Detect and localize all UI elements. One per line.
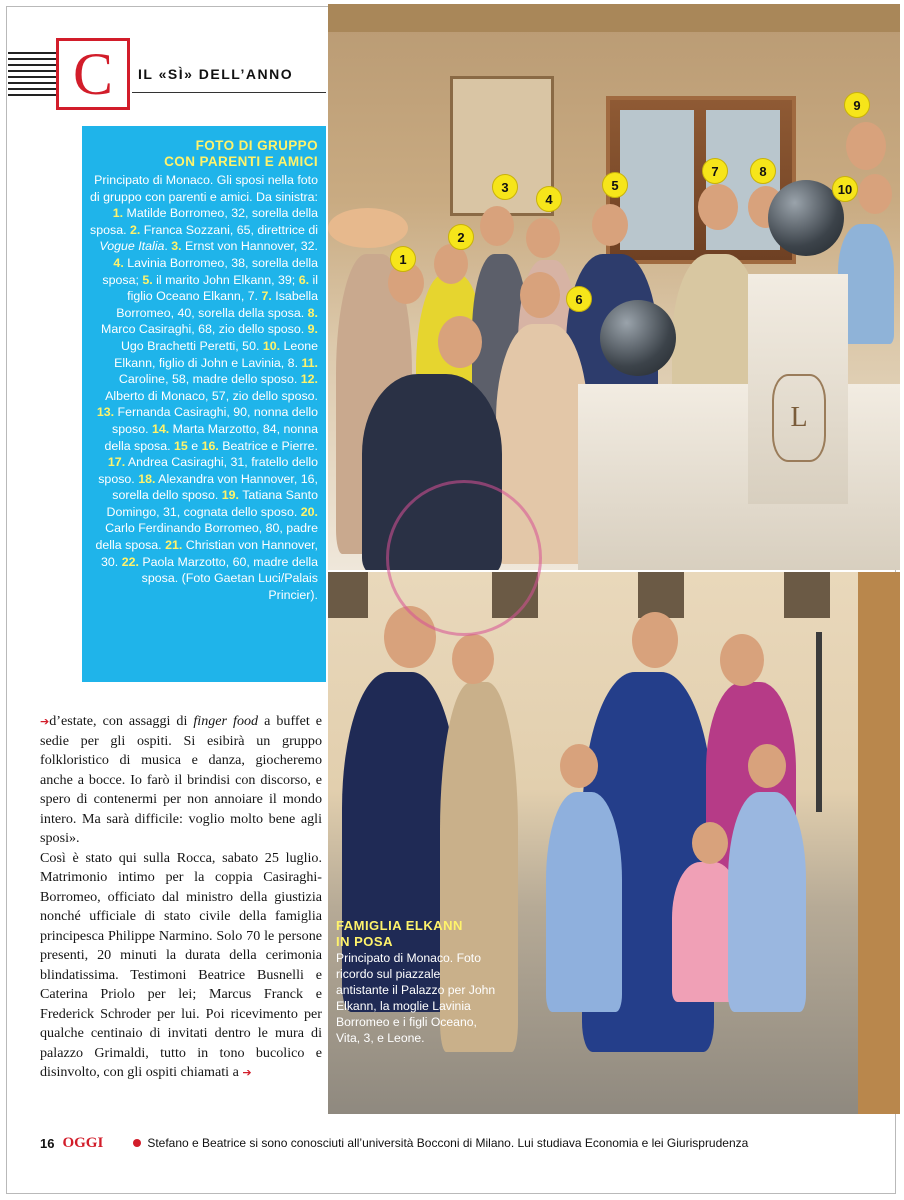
guest-head bbox=[520, 272, 560, 318]
caption-title-line1: FOTO DI GRUPPO bbox=[195, 138, 318, 153]
caption-entry-number: 3. bbox=[171, 239, 182, 254]
caption-entry-number: 15 bbox=[174, 438, 188, 453]
article-text: Così è stato qui sulla Rocca, sabato 25 luglio. Matrimonio intimo per la coppia Casiraghi-Borromeo, officiato dal ministro della giustizia nonché ufficiale di stato civile della famiglia principesca Philippe Narmino. Solo 70 le persone presenti, 20 minuti la durata della cerimonia blindatissima. Testimoni Beatrice Busnelli e Caterina Priolo per lei; Marcus Franck e Frederick Schroder per lui. Poi ricevimento per qualche centinaio di invitati dentro le mura di palazzo Grimaldi, tutto in tono bucolico e disinvolto, con gli ospiti chiamati a bbox=[40, 849, 322, 1080]
window bbox=[638, 572, 684, 618]
family-caption-text: Principato di Monaco. Foto ricordo sul piazzale antistante il Palazzo per John Elkann, la moglie Lavinia Borromeo e i figli Oceano, Vita, 3, e Leone. bbox=[336, 951, 496, 1045]
watermark-seal bbox=[386, 480, 542, 636]
continue-arrow-icon: ➔ bbox=[242, 1066, 252, 1079]
caption-entry-text: Lavinia Borromeo, 38, sorella della sposa; bbox=[102, 255, 318, 287]
guest-head bbox=[480, 206, 514, 246]
person-head bbox=[720, 634, 764, 686]
caption-entry-text: Tatiana Santo Domingo, 31, cognata dello sposo. bbox=[106, 488, 318, 519]
caption-entry-number: 16. bbox=[201, 438, 219, 453]
caption-entry-number: 20. bbox=[300, 504, 318, 519]
group-photo-caption-box bbox=[82, 126, 326, 682]
caption-entry-text: . bbox=[164, 239, 172, 254]
group-photo bbox=[328, 4, 900, 570]
header-stripes bbox=[8, 52, 56, 100]
caption-entry-text: e bbox=[187, 438, 202, 453]
caption-entry-number: 5. bbox=[142, 272, 153, 287]
person-head bbox=[632, 612, 678, 668]
caption-entry-number: 22. bbox=[121, 554, 139, 569]
article-paragraph-1 bbox=[40, 712, 322, 849]
person-label: 1 bbox=[390, 246, 416, 272]
caption-entry-number: 4. bbox=[113, 255, 124, 270]
person-label: 3 bbox=[492, 174, 518, 200]
person-label: 9 bbox=[844, 92, 870, 118]
guest-head bbox=[698, 184, 738, 230]
section-title: IL «SÌ» DELL’ANNO bbox=[138, 66, 294, 82]
caption-entry-text: Marco Casiraghi, 68, zio dello sposo. bbox=[101, 322, 308, 337]
person-label: 8 bbox=[750, 158, 776, 184]
sun-hat bbox=[328, 208, 408, 248]
page-footer bbox=[40, 1132, 860, 1154]
family-caption-title-line2: IN POSA bbox=[336, 934, 393, 949]
caption-entry-text: Alexandra von Hannover, 16, sorella dello sposo. bbox=[112, 471, 318, 503]
article-paragraph-2 bbox=[40, 849, 322, 1083]
article-body bbox=[40, 712, 322, 1083]
caption-entry-text: Beatrice e Pierre. bbox=[218, 438, 318, 453]
guest-head bbox=[846, 122, 886, 170]
person-label: 5 bbox=[602, 172, 628, 198]
caption-entry-text: il marito John Elkann, 39; bbox=[152, 272, 299, 287]
child-figure bbox=[546, 792, 622, 1012]
section-logo bbox=[56, 38, 130, 110]
guest-head bbox=[434, 244, 468, 284]
caption-entry-number: 2. bbox=[129, 222, 141, 237]
child-head bbox=[748, 744, 786, 788]
caption-title bbox=[90, 138, 318, 170]
caption-entry-number: 17. bbox=[107, 455, 126, 470]
person-head bbox=[452, 634, 494, 684]
caption-entry-number: 19. bbox=[221, 488, 239, 503]
child-figure bbox=[728, 792, 806, 1012]
caption-entries bbox=[90, 206, 318, 602]
caption-entry-text: Vogue Italia bbox=[99, 239, 165, 254]
child-head bbox=[560, 744, 598, 788]
caption-entry-text: Fernanda Casiraghi, 90, nonna dello sposo. bbox=[112, 405, 318, 436]
caption-entry-text: Alberto di Monaco, 57, zio dello sposo. bbox=[105, 388, 318, 403]
caption-entry-number: 21. bbox=[165, 538, 183, 553]
page-number: 16 bbox=[40, 1135, 55, 1151]
caption-entry-text: Marta Marzotto, 84, nonna della sposa. bbox=[104, 421, 318, 453]
caption-entry-number: 11. bbox=[301, 355, 318, 370]
footer-note: Stefano e Beatrice si sono conosciuti all’università Bocconi di Milano. Lui studiava Economia e lei Giurisprudenza bbox=[147, 1136, 749, 1150]
continue-arrow-icon: ➔ bbox=[40, 715, 50, 728]
caption-entry-text: Franca Sozzani, 65, direttrice di bbox=[140, 222, 318, 237]
caption-intro: Principato di Monaco. Gli sposi nella foto di gruppo con parenti e amici. Da sinistra: bbox=[90, 173, 318, 204]
caption-entry-number: 14. bbox=[151, 421, 170, 436]
person-label: 6 bbox=[566, 286, 592, 312]
caption-title-line2: CON PARENTI E AMICI bbox=[164, 154, 318, 169]
magazine-brand: OGGI bbox=[62, 1134, 104, 1151]
caption-entry-text: Caroline, 58, madre dello sposo. bbox=[118, 372, 301, 387]
caption-entry-number: 10. bbox=[262, 338, 281, 353]
caption-entry-number: 12. bbox=[300, 372, 318, 387]
stone-balustrade bbox=[578, 384, 900, 570]
caption-entry-number: 13. bbox=[96, 405, 115, 420]
caption-entry-text: Paola Marzotto, 60, madre della sposa. (Foto Gaetan Luci/Palais Princier). bbox=[138, 554, 318, 602]
family-caption-title-line1: FAMIGLIA ELKANN bbox=[336, 918, 463, 933]
guest-head bbox=[592, 204, 628, 246]
window bbox=[328, 572, 368, 618]
person-label: 2 bbox=[448, 224, 474, 250]
caption-entry-number: 18. bbox=[138, 471, 156, 486]
bullet-icon bbox=[133, 1139, 141, 1147]
guest-head bbox=[526, 218, 560, 258]
stone-sphere bbox=[600, 300, 676, 376]
section-logo-letter: C bbox=[72, 41, 114, 107]
caption-entry-number: 7. bbox=[261, 289, 272, 304]
wooden-door bbox=[858, 572, 900, 1114]
caption-entry-number: 6. bbox=[298, 272, 310, 287]
caption-entry-number: 1. bbox=[112, 206, 124, 221]
article-text: d’estate, con assaggi di bbox=[49, 713, 194, 729]
article-text: a buffet e sedie per gli ospiti. Si esibirà un gruppo folkloristico di musica e danza, giocheremo anche a bocce. Io farò il brindisi con discorso, e spero di contenermi per non annoiare il mondo intero. Ma sarà difficile: voglio molto bene agli sposi». bbox=[40, 713, 322, 846]
caption-entry-text: Leone Elkann, figlio di John e Lavinia, 8. bbox=[114, 338, 318, 370]
person-label: 4 bbox=[536, 186, 562, 212]
person-label: 7 bbox=[702, 158, 728, 184]
header-divider bbox=[132, 92, 326, 93]
family-photo-caption bbox=[336, 918, 496, 1046]
street-lamp bbox=[816, 632, 822, 812]
caption-entry-text: Ernst von Hannover, 32. bbox=[181, 239, 318, 254]
caption-entry-text: il figlio Oceano Elkann, 7. bbox=[127, 272, 318, 304]
child-head bbox=[692, 822, 728, 864]
caption-entry-text: Christian von Hannover, 30. bbox=[101, 538, 318, 569]
caption-body bbox=[90, 172, 318, 603]
caption-entry-number: 8. bbox=[307, 305, 318, 320]
caption-entry-text: Carlo Ferdinando Borromeo, 80, padre della sposa. bbox=[95, 521, 318, 553]
caption-entry-number: 9. bbox=[307, 322, 318, 337]
window bbox=[784, 572, 830, 618]
family-caption-title bbox=[336, 918, 496, 950]
caption-entry-text: Matilde Borromeo, 32, sorella della sposa. bbox=[90, 206, 318, 237]
caption-entry-text: Isabella Borromeo, 40, sorella della sposa. bbox=[116, 289, 318, 320]
royal-monogram-icon: L bbox=[772, 374, 826, 462]
guest-head bbox=[438, 316, 482, 368]
caption-entry-text: Andrea Casiraghi, 31, fratello dello sposo. bbox=[98, 455, 318, 486]
person-label: 10 bbox=[832, 176, 858, 202]
caption-entry-text: Ugo Brachetti Peretti, 50. bbox=[120, 338, 263, 353]
article-text-italic: finger food bbox=[193, 713, 259, 729]
guest-head bbox=[858, 174, 892, 214]
